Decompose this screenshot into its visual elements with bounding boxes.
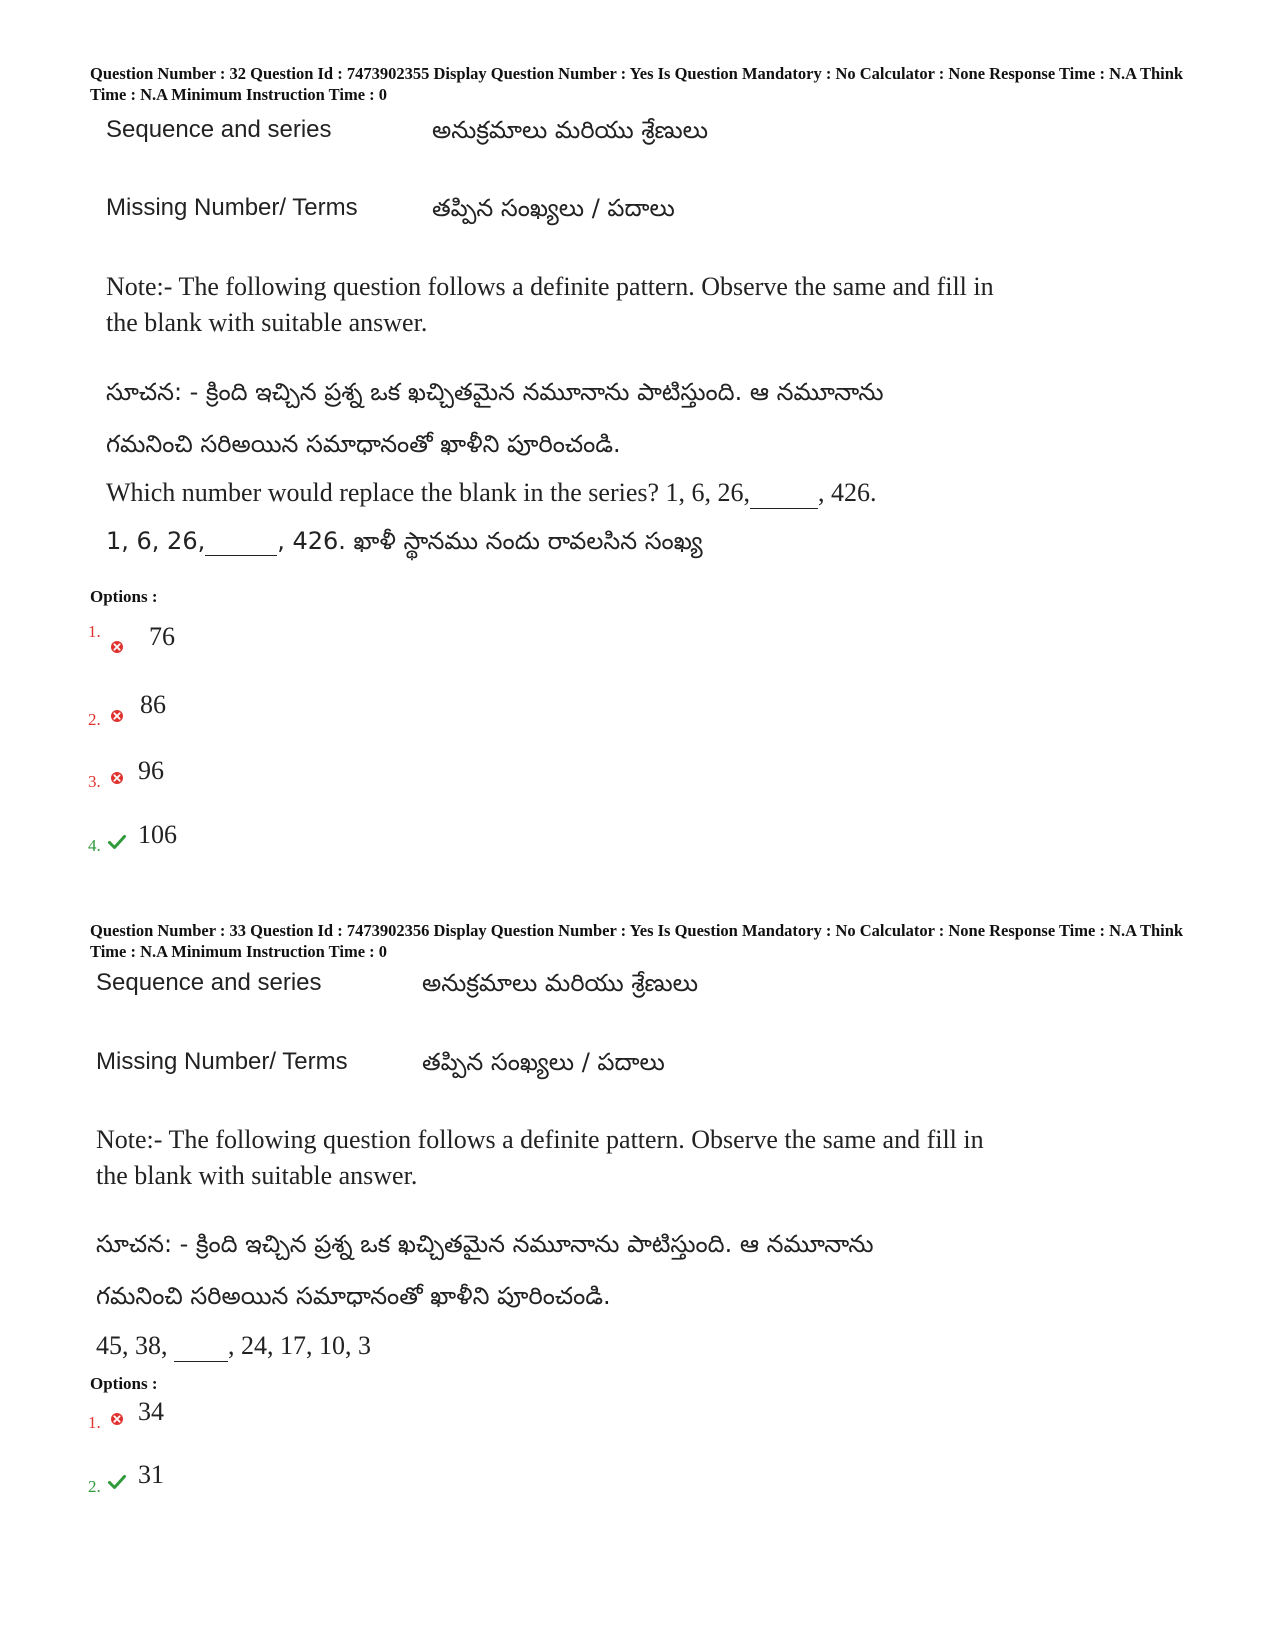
question-text-prefix: 45, 38, bbox=[96, 1331, 168, 1360]
option-2 bbox=[88, 1477, 101, 1497]
option-value: 31 bbox=[138, 1460, 164, 1489]
option-value: 86 bbox=[140, 690, 166, 719]
option-1 bbox=[88, 622, 101, 642]
note-telugu-line2: గమనించి సరిఅయిన సమాధానంతో ఖాళీని పూరించండి. bbox=[106, 430, 621, 458]
option-value: 96 bbox=[138, 756, 164, 785]
note-telugu-line1: సూచన: - క్రింది ఇచ్చిన ప్రశ్న ఒక ఖచ్చితమైన నమూనాను పాటిస్తుంది. ఆ నమూనాను bbox=[106, 378, 884, 406]
question-text-english bbox=[106, 478, 877, 509]
option-number: 2. bbox=[88, 710, 101, 729]
question-text-suffix: , 24, 17, 10, 3 bbox=[228, 1331, 371, 1360]
note-english-line2: the blank with suitable answer. bbox=[96, 1161, 418, 1190]
check-icon bbox=[108, 834, 126, 850]
question-text bbox=[96, 1331, 371, 1362]
option-number: 3. bbox=[88, 772, 101, 791]
option-1 bbox=[88, 1413, 101, 1433]
option-value: 106 bbox=[138, 820, 177, 849]
option-value: 76 bbox=[149, 622, 175, 651]
category-telugu: అనుక్రమాలు మరియు శ్రేణులు bbox=[422, 969, 698, 997]
answer-blank bbox=[205, 527, 277, 556]
option-2 bbox=[88, 710, 101, 730]
category-english: Sequence and series bbox=[106, 116, 332, 143]
question-text-telugu bbox=[106, 527, 703, 561]
subcategory-telugu: తప్పిన సంఖ్యలు / పదాలు bbox=[422, 1048, 665, 1076]
question-text-prefix: 1, 6, 26, bbox=[106, 527, 206, 555]
cross-icon bbox=[110, 771, 124, 785]
answer-blank bbox=[750, 478, 818, 509]
cross-icon bbox=[110, 1412, 124, 1426]
note-english-line2: the blank with suitable answer. bbox=[106, 308, 428, 337]
option-4 bbox=[88, 836, 101, 856]
options-label: Options : bbox=[90, 1374, 158, 1393]
option-3 bbox=[88, 772, 101, 792]
question-header: Question Number : 33 Question Id : 7473902356 Display Question Number : Yes Is Question Mandatory : No Calculator : None Response Time : N.A Think Time : N.A Minimum Instruction Time : 0 bbox=[90, 921, 1184, 961]
check-icon bbox=[108, 1474, 126, 1490]
note-telugu-line1: సూచన: - క్రింది ఇచ్చిన ప్రశ్న ఒక ఖచ్చితమైన నమూనాను పాటిస్తుంది. ఆ నమూనాను bbox=[96, 1230, 874, 1258]
question-text-suffix: , 426. ఖాళీ స్థానము నందు రావలసిన సంఖ్య bbox=[277, 527, 703, 555]
note-english-line1: Note:- The following question follows a definite pattern. Observe the same and fill in bbox=[106, 272, 994, 301]
note-english-line1: Note:- The following question follows a definite pattern. Observe the same and fill in bbox=[96, 1125, 984, 1154]
cross-icon bbox=[110, 709, 124, 723]
cross-icon bbox=[110, 640, 124, 654]
question-text-suffix: , 426. bbox=[818, 478, 877, 507]
option-number: 1. bbox=[88, 1413, 101, 1432]
subcategory-telugu: తప్పిన సంఖ్యలు / పదాలు bbox=[432, 194, 675, 222]
answer-blank bbox=[174, 1331, 228, 1362]
option-value: 34 bbox=[138, 1397, 164, 1426]
question-header: Question Number : 32 Question Id : 7473902355 Display Question Number : Yes Is Question Mandatory : No Calculator : None Response Time : N.A Think Time : N.A Minimum Instruction Time : 0 bbox=[90, 64, 1184, 104]
option-number: 2. bbox=[88, 1477, 101, 1496]
options-label: Options : bbox=[90, 587, 158, 606]
subcategory-english: Missing Number/ Terms bbox=[96, 1048, 348, 1075]
note-telugu-line2: గమనించి సరిఅయిన సమాధానంతో ఖాళీని పూరించండి. bbox=[96, 1282, 611, 1310]
question-text-prefix: Which number would replace the blank in the series? 1, 6, 26, bbox=[106, 478, 751, 507]
subcategory-english: Missing Number/ Terms bbox=[106, 194, 358, 221]
category-telugu: అనుక్రమాలు మరియు శ్రేణులు bbox=[432, 116, 708, 144]
category-english: Sequence and series bbox=[96, 969, 322, 996]
option-number: 1. bbox=[88, 622, 101, 641]
option-number: 4. bbox=[88, 836, 101, 855]
